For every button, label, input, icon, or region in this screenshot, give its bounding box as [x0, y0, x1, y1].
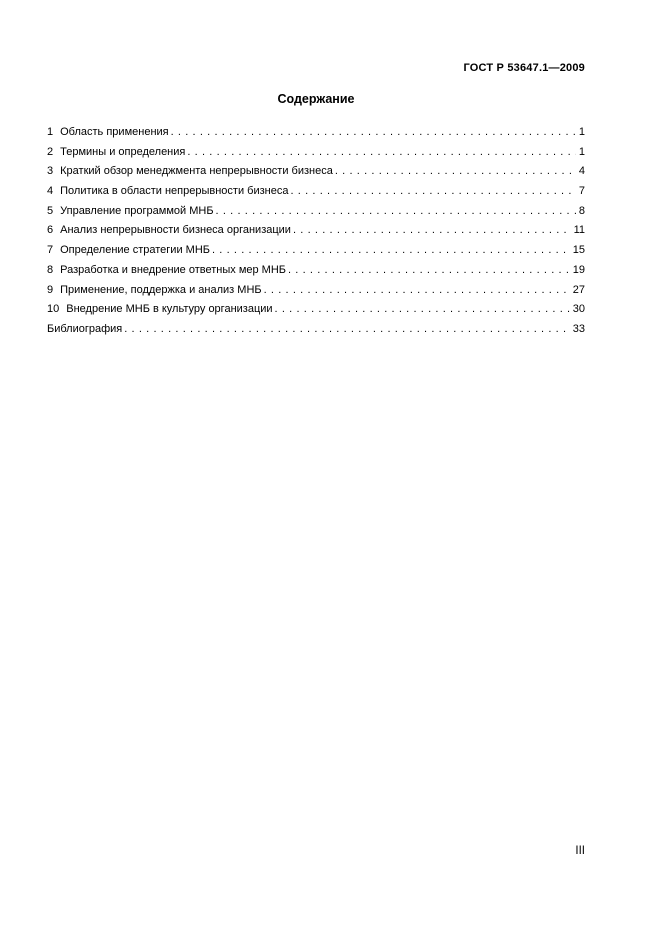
toc-entry — [47, 205, 585, 225]
toc-entry-page: 4 — [578, 165, 585, 178]
toc-entry-title: Термины и определения — [60, 145, 186, 158]
document-code: ГОСТ Р 53647.1—2009 — [463, 62, 585, 74]
toc-entry-page: 1 — [578, 145, 585, 158]
toc-entry-number: 4 — [47, 185, 54, 198]
toc-entry-title: Краткий обзор менеджмента непрерывности бизнеса — [60, 165, 333, 178]
toc-entry-page: 8 — [578, 204, 585, 217]
toc-entry-title: Внедрение МНБ в культуру организации — [66, 303, 273, 316]
toc-list — [47, 126, 585, 343]
toc-entry — [47, 244, 585, 264]
toc-entry-number: 3 — [47, 165, 54, 178]
toc-leader-dots — [290, 185, 575, 197]
page-number: III — [575, 845, 585, 857]
toc-entry-title: Управление программой МНБ — [60, 204, 214, 217]
toc-entry-number: 8 — [47, 263, 54, 276]
toc-leader-dots — [216, 205, 576, 217]
toc-entry-number: 2 — [47, 145, 54, 158]
toc-entry-page: 11 — [573, 224, 585, 237]
toc-entry — [47, 264, 585, 284]
toc-leader-dots — [335, 165, 576, 177]
toc-title: Содержание — [277, 92, 355, 106]
toc-leader-dots — [275, 303, 570, 315]
toc-entry-page: 27 — [572, 283, 585, 296]
toc-entry — [47, 126, 585, 146]
toc-entry-number: 5 — [47, 204, 54, 217]
toc-entry-page: 19 — [572, 263, 585, 276]
toc-entry-title: Определение стратегии МНБ — [60, 244, 210, 257]
toc-leader-dots — [264, 284, 570, 296]
toc-entry — [47, 146, 585, 166]
toc-entry-title: Применение, поддержка и анализ МНБ — [60, 283, 262, 296]
toc-leader-dots — [288, 264, 570, 276]
toc-entry — [47, 303, 585, 323]
toc-leader-dots — [212, 244, 570, 256]
toc-entry-number: 1 — [47, 126, 54, 138]
toc-entry-page: 7 — [578, 185, 585, 198]
toc-entry — [47, 224, 585, 244]
toc-entry-title: Библиография — [47, 322, 123, 335]
toc-leader-dots — [187, 146, 576, 158]
toc-leader-dots — [171, 126, 576, 138]
toc-entry — [47, 165, 585, 185]
toc-entry-title: Политика в области непрерывности бизнеса — [60, 185, 289, 198]
toc-entry-number: 10 — [47, 303, 60, 316]
toc-entry-page: 33 — [572, 322, 585, 335]
toc-entry — [47, 284, 585, 304]
toc-entry-title: Анализ непрерывности бизнеса организации — [60, 224, 291, 237]
toc-entry-number: 6 — [47, 224, 54, 237]
toc-entry — [47, 185, 585, 205]
toc-leader-dots — [124, 323, 570, 335]
toc-entry-title: Разработка и внедрение ответных мер МНБ — [60, 263, 286, 276]
toc-entry-title: Область применения — [60, 126, 169, 138]
toc-entry-number: 7 — [47, 244, 54, 257]
toc-entry — [47, 323, 585, 343]
page-content — [47, 92, 585, 343]
toc-entry-page: 15 — [572, 244, 585, 257]
toc-entry-page: 1 — [578, 126, 585, 138]
toc-leader-dots — [293, 224, 571, 236]
toc-entry-number: 9 — [47, 283, 54, 296]
toc-entry-page: 30 — [572, 303, 585, 316]
